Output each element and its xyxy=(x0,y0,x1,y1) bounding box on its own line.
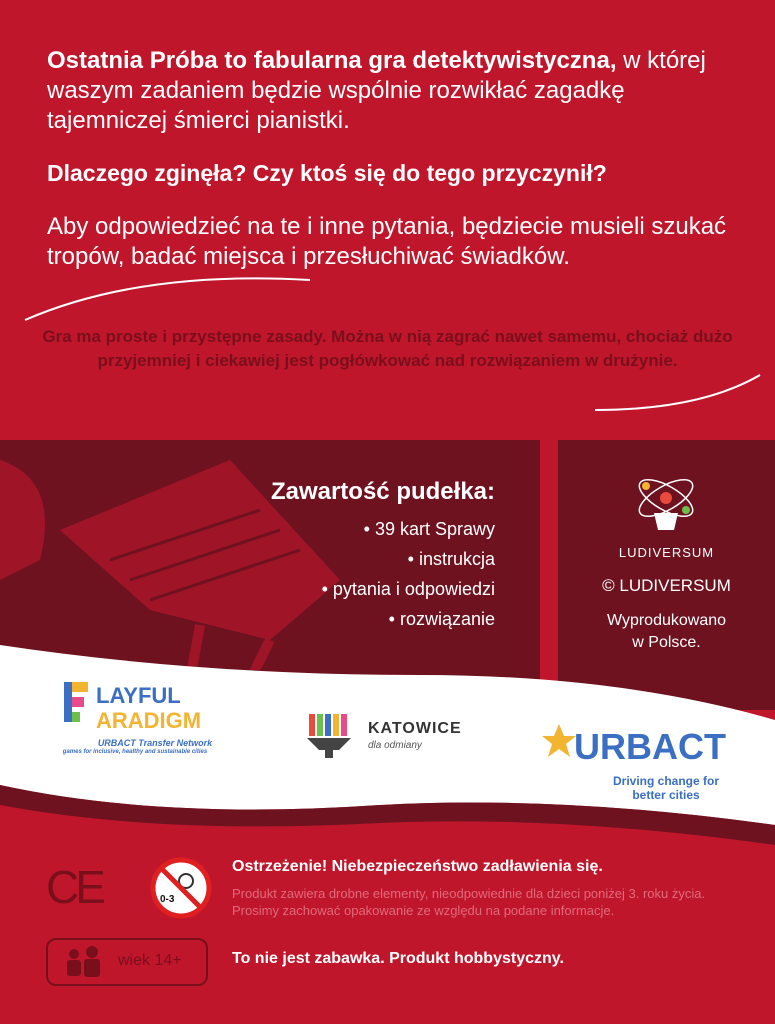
katowice-word: KATOWICE xyxy=(368,720,462,737)
katowice-subtitle: dla odmiany xyxy=(368,740,422,751)
paradigm-word: ARADIGM xyxy=(96,708,202,733)
contents-item: • pytania i odpowiedzi xyxy=(321,579,495,599)
ce-mark: CE xyxy=(46,861,102,913)
contents-list xyxy=(200,514,495,634)
publisher-brand: LUDIVERSUM xyxy=(618,545,715,560)
contents-item: • instrukcja xyxy=(407,549,495,569)
star-icon xyxy=(540,722,578,760)
made-in-line-2: w Polsce. xyxy=(632,634,701,651)
playful-subtitle: URBACT Transfer Network xyxy=(97,738,213,748)
urbact-subtitle-1: Driving change for xyxy=(612,774,719,788)
question-heading: Dlaczego zginęła? Czy ktoś się do tego przyczynił? xyxy=(47,160,607,186)
made-in-line-1: Wyprodukowano xyxy=(606,612,727,629)
warning-text: Produkt zawiera drobne elementy, nieodpowiednie dla dzieci poniżej 3. roku życia. Prosimy zachować opakowanie ze względu na podane informacje. xyxy=(232,886,706,918)
swoosh-decoration-bottom xyxy=(590,370,770,420)
intro-paragraph xyxy=(47,46,747,136)
intro-bold: Ostatnia Próba to fabularna gra detektywistyczna, xyxy=(47,47,617,74)
age-rating-label: wiek 14+ xyxy=(118,952,182,969)
swoosh-decoration-top xyxy=(20,270,320,330)
intro-rest: w której waszym zadaniem będzie wspólnie rozwikłać zagadkę tajemniczej śmierci pianistki. xyxy=(47,47,706,134)
ludiversum-logo-icon xyxy=(626,468,706,538)
not-toy-notice: To nie jest zabawka. Produkt hobbystyczny. xyxy=(232,950,564,967)
publisher-copyright: © LUDIVERSUM xyxy=(602,576,731,595)
urbact-subtitle xyxy=(596,774,736,802)
contents-item: • rozwiązanie xyxy=(388,609,495,629)
contents-item: • 39 kart Sprawy xyxy=(363,519,495,539)
playful-subtitle-2: games for inclusive, healthy and sustainable cities xyxy=(62,749,208,755)
urbact-subtitle-2: better cities xyxy=(632,788,700,802)
age-warning-label: 0-3 xyxy=(160,894,175,905)
urbact-word: URBACT xyxy=(574,726,726,767)
contents-title: Zawartość pudełka: xyxy=(270,478,495,505)
playful-paradigm-logo-icon xyxy=(64,682,94,722)
katowice-logo-icon xyxy=(305,712,360,762)
rules-paragraph: Gra ma proste i przystępne zasady. Można w nią zagrać nawet samemu, chociaż dużo przyjemniej i ciekawiej jest pogłówkować nad rozwiązaniem w drużynie. xyxy=(42,327,733,370)
warning-title: Ostrzeżenie! Niebezpieczeństwo zadławienia się. xyxy=(232,858,603,875)
playful-word: LAYFUL xyxy=(96,683,181,708)
players-icon xyxy=(62,946,106,978)
choking-hazard-icon xyxy=(150,857,212,919)
answer-paragraph: Aby odpowiedzieć na te i inne pytania, będziecie musieli szukać tropów, badać miejsca i przesłuchiwać świadków. xyxy=(47,213,727,270)
